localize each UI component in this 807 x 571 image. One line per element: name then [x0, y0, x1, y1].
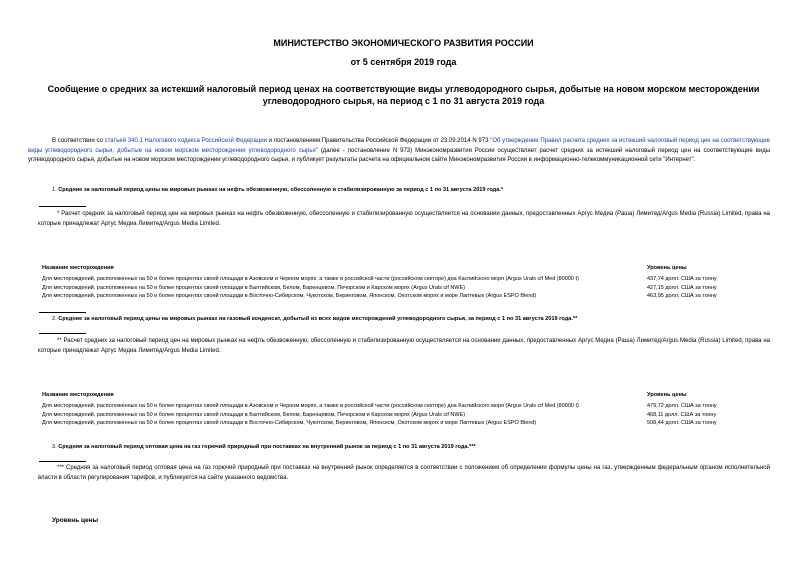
table-row	[42, 402, 772, 410]
table-header-row	[42, 264, 772, 272]
section-3-title: Средняя за налоговый период оптовая цена на газ горючий природный при поставках на внутренний рынок за период с 1 по 31 августа 2019 года.***	[58, 444, 476, 450]
field-name: Для месторождений, расположенных на 50 и более процентах своей площади в Восточно-Сибирском, Чукотском, Беринговом, Японском, Охотском морях и море Лаптевых (Argus ESPO Blend)	[42, 419, 537, 426]
section-1-title: Средние за налоговый период цены на мировых рынках на нефть обезвоженную, обессоленную и стабилизированную за период с 1 по 31 августа 2019 года.*	[58, 187, 504, 193]
price-table-1	[42, 264, 772, 300]
table-row	[42, 284, 772, 292]
document-title-line-1: Сообщение о средних за истекший налоговый период ценах на соответствующие виды углеводородного сырья, добытые на новом морском месторождении	[47, 84, 760, 94]
footnote-3-text: *** Средняя за налоговый период оптовая цена на газ горючий природный при поставках на внутренний рынок определяется в соответствии с положением об определении формулы цены на газ, утвержденным федеральным органом исполнительной власти в области регулирования тарифов, и публикуется на сайте указанного ведомства.	[38, 465, 770, 481]
table-row	[42, 419, 772, 427]
footnote-3	[38, 464, 770, 483]
footnote-divider-3	[39, 461, 86, 462]
table-row	[42, 292, 772, 300]
footnote-divider-1	[39, 206, 86, 207]
price-value: 479,72 долл. США за тонну	[647, 403, 717, 410]
footnote-1-text: * Расчет средних за налоговый период цен на мировых рынках на нефть обезвоженную, обессоленную и стабилизированную осуществляется на основании данных, предоставленных Аргус Медиа (Раша) Лимитед/Argus Media (Russia) Limited, права на которые принадлежат Аргус Медиа Лимитед/Argus Media Limited.	[38, 211, 770, 227]
price-value: 463,95 долл. США за тонну	[647, 292, 717, 299]
price-level-heading: Уровень цены	[52, 517, 99, 524]
ministry-heading: МИНИСТЕРСТВО ЭКОНОМИЧЕСКОГО РАЗВИТИЯ РОССИИ	[273, 38, 534, 48]
price-value: 437,74 долл. США за тонну	[647, 276, 717, 283]
section-2-number: 2.	[52, 316, 59, 322]
column-header-price: Уровень цены	[647, 265, 687, 271]
footnote-1	[38, 210, 770, 229]
intro-middle: и постановлением Правительства Российской Федерации от 23.09.2014 N 973	[266, 138, 491, 144]
field-name: Для месторождений, расположенных на 50 и более процентах своей площади в Азовском и Черном морях, а также в российской части (российском секторе) дна Каспийского моря (Argus Urals cif Med (80000 t)	[42, 276, 579, 283]
field-name: Для месторождений, расположенных на 50 и более процентах своей площади в Восточно-Сибирском, Чукотском, Беринговом, Японском, Охотском морях и море Лаптевых (Argus ESPO Blend)	[42, 292, 537, 299]
field-name: Для месторождений, расположенных на 50 и более процентах своей площади в Азовском и Черном морях, а также в российской части (российском секторе) дна Каспийского моря (Argus Urals cif Med (80000 t)	[42, 403, 579, 410]
tax-code-link[interactable]: статьей 340.1 Налогового кодекса Российской Федерации	[104, 138, 267, 144]
intro-rest: (далее - постановление N 973) Минэкономразвития России осуществляет расчет средних за истекший налоговый период цен на соответствующие виды углеводородного сырья, добытые на новом морском месторождении углеводородного сырья, и публикует результаты расчета на официальном сайте Минэкономразвития России в информационно-телекоммуникационной сети "Интернет".	[28, 147, 771, 164]
resolution-link[interactable]: "Об утверждении Правил расчета средних за истекший налоговый период цен на соответствующие виды углеводородного сырья, добытые на новом морском месторождении углеводородного сырья"	[28, 138, 770, 154]
table-row	[42, 275, 772, 283]
section-2-heading	[52, 315, 577, 324]
footnote-2-text: ** Расчет средних за налоговый период цен на мировых рынках на нефть обезвоженную, обессоленную и стабилизированную осуществляется на основании данных, предоставленных Аргус Медиа (Раша) Лимитед/Argus Media (Russia) Limited, права на которые принадлежат Аргус Медиа Лимитед/Argus Media Limited.	[38, 338, 770, 354]
table-header-row	[42, 391, 772, 399]
intro-prefix: В соответствии со	[52, 138, 105, 144]
price-value: 427,15 долл. США за тонну	[647, 284, 717, 291]
section-2-title: Средние за налоговый период цены на мировых рынках на газовый конденсат, добытый из всех видов месторождений углеводородного сырья, за период с 1 по 31 августа 2019 года.**	[58, 316, 578, 322]
section-1-heading	[52, 186, 503, 195]
price-value: 508,44 долл. США за тонну	[647, 419, 717, 426]
document-title-line-2: углеводородного сырья, на период с 1 по 31 августа 2019 года	[262, 96, 545, 106]
field-name: Для месторождений, расположенных на 50 и более процентах своей площади в Балтийском, Белом, Баренцевом, Печорском и Карском морях (Argus Urals cif NWE)	[42, 411, 466, 418]
column-header-field: Название месторождения	[42, 265, 114, 271]
field-name: Для месторождений, расположенных на 50 и более процентах своей площади в Балтийском, Белом, Баренцевом, Печорском и Карском морях (Argus Urals cif NWE)	[42, 284, 466, 291]
footnote-2	[38, 337, 770, 356]
price-table-2	[42, 391, 772, 427]
section-3-heading	[52, 443, 476, 452]
section-3-number: 3.	[52, 444, 59, 450]
footnote-divider-2b	[39, 333, 86, 334]
section-1-number: 1.	[52, 187, 59, 193]
footnote-divider-2a	[39, 312, 86, 313]
document-date: от 5 сентября 2019 года	[350, 57, 457, 67]
table-row	[42, 411, 772, 419]
intro-paragraph	[28, 137, 770, 166]
price-value: 468,11 долл. США за тонну	[647, 411, 717, 418]
column-header-field: Название месторождения	[42, 392, 114, 398]
column-header-price: Уровень цены	[647, 392, 687, 398]
